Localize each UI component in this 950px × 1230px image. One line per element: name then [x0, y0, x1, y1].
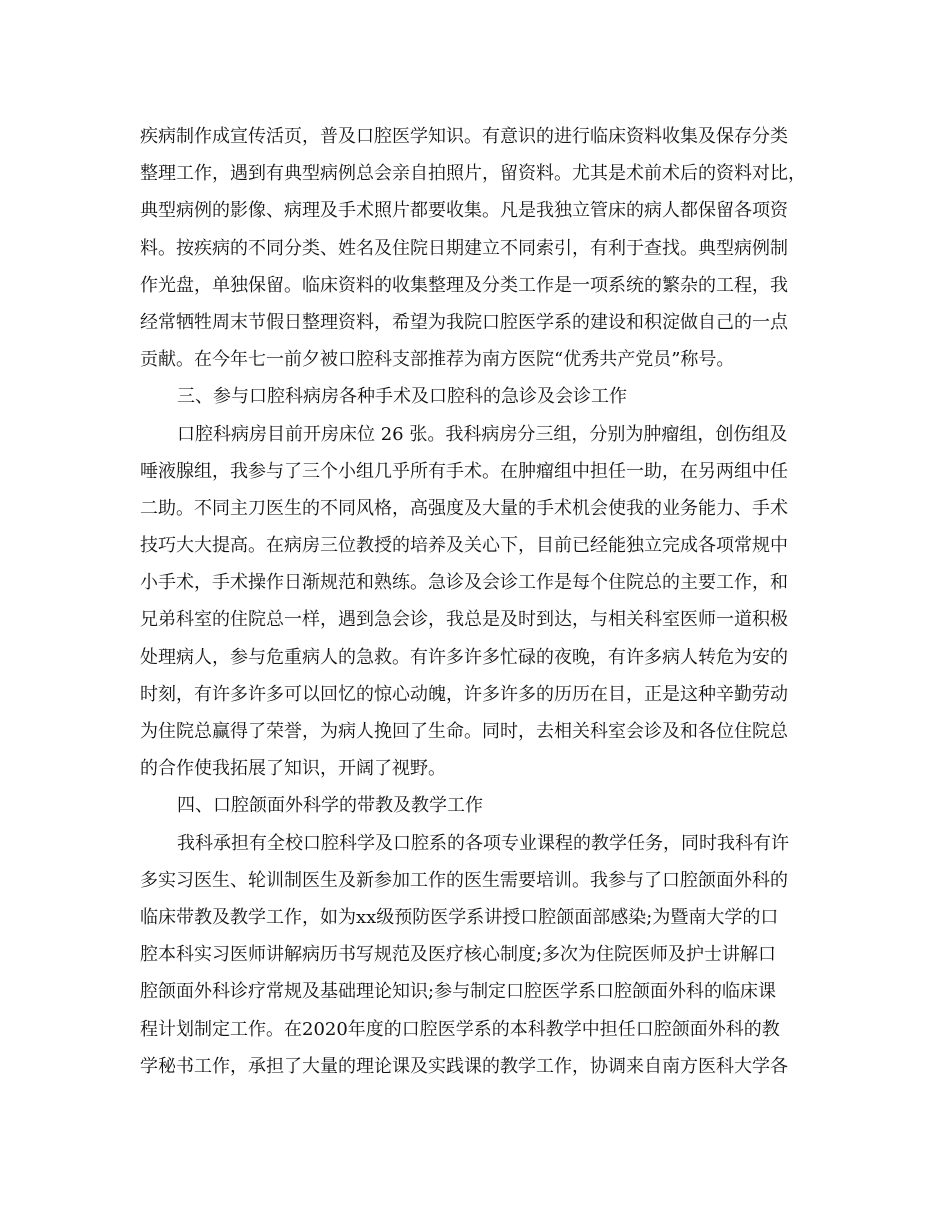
text-line: 二助。不同主刀医生的不同风格，高强度及大量的手术机会使我的业务能力、手术 [140, 497, 788, 519]
text-line: 腔颌面外科诊疗常规及基础理论知识;参与制定口腔医学系口腔颌面外科的临床课 [140, 981, 777, 1003]
text-line: 腔本科实习医师讲解病历书写规范及医疗核心制度;多次为住院医师及护士讲解口 [140, 944, 777, 966]
text-line: 技巧大大提高。在病房三位教授的培养及关心下，目前已经能独立完成各项常规中 [140, 535, 788, 557]
body-text [140, 118, 820, 1085]
text-line: 临床带教及教学工作，如为xx级预防医学系讲授口腔颌面部感染;为暨南大学的口 [140, 906, 779, 928]
text-line: 疾病制作成宣传活页，普及口腔医学知识。有意识的进行临床资料收集及保存分类 [140, 126, 788, 147]
text-line: 为住院总赢得了荣誉，为病人挽回了生命。同时，去相关科室会诊及和各位住院总 [140, 721, 788, 742]
text-line: 学秘书工作，承担了大量的理论课及实践课的教学工作，协调来自南方医科大学各 [140, 1055, 788, 1077]
text-line: 的合作使我拓展了知识，开阔了视野。 [140, 758, 446, 780]
text-line: 经常牺牲周末节假日整理资料，希望为我院口腔医学系的建设和积淀做自己的一点 [140, 311, 788, 333]
paragraph-start-line: 我科承担有全校口腔科学及口腔系的各项专业课程的教学任务，同时我科有许 [177, 832, 789, 854]
text-line: 时刻，有许多许多可以回忆的惊心动魄，许多许多的历历在目，正是这种辛勤劳动 [140, 683, 788, 705]
text-line: 唾液腺组，我参与了三个小组几乎所有手术。在肿瘤组中担任一助，在另两组中任 [140, 460, 788, 482]
text-line: 典型病例的影像、病理及手术照片都要收集。凡是我独立管床的病人都保留各项资 [140, 200, 788, 222]
text-line: 多实习医生、轮训制医生及新参加工作的医生需要培训。我参与了口腔颌面外科的 [140, 869, 788, 891]
text-line: 整理工作，遇到有典型病例总会亲自拍照片，留资料。尤其是术前术后的资料对比， [140, 163, 806, 185]
section-heading: 三、参与口腔科病房各种手术及口腔科的急诊及会诊工作 [177, 386, 627, 408]
text-line: 贡献。在今年七一前夕被口腔科支部推荐为南方医院“优秀共产党员”称号。 [140, 349, 735, 371]
text-line: 作光盘，单独保留。临床资料的收集整理及分类工作是一项系统的繁杂的工程，我 [140, 274, 788, 296]
text-line: 处理病人，参与危重病人的急救。有许多许多忙碌的夜晚，有许多病人转危为安的 [140, 646, 788, 668]
section-heading: 四、口腔颌面外科学的带教及教学工作 [177, 795, 483, 817]
paragraph-start-line: 口腔科病房目前开房床位 26 张。我科病房分三组，分别为肿瘤组，创伤组及 [177, 423, 788, 445]
text-line: 小手术，手术操作日渐规范和熟练。急诊及会诊工作是每个住院总的主要工作，和 [140, 572, 788, 594]
text-line: 程计划制定工作。在2020年度的口腔医学系的本科教学中担任口腔颌面外科的教 [140, 1018, 780, 1040]
text-line: 兄弟科室的住院总一样，遇到急会诊，我总是及时到达，与相关科室医师一道积极 [140, 609, 788, 631]
text-line: 料。按疾病的不同分类、姓名及住院日期建立不同索引，有利于查找。典型病例制 [140, 237, 788, 259]
